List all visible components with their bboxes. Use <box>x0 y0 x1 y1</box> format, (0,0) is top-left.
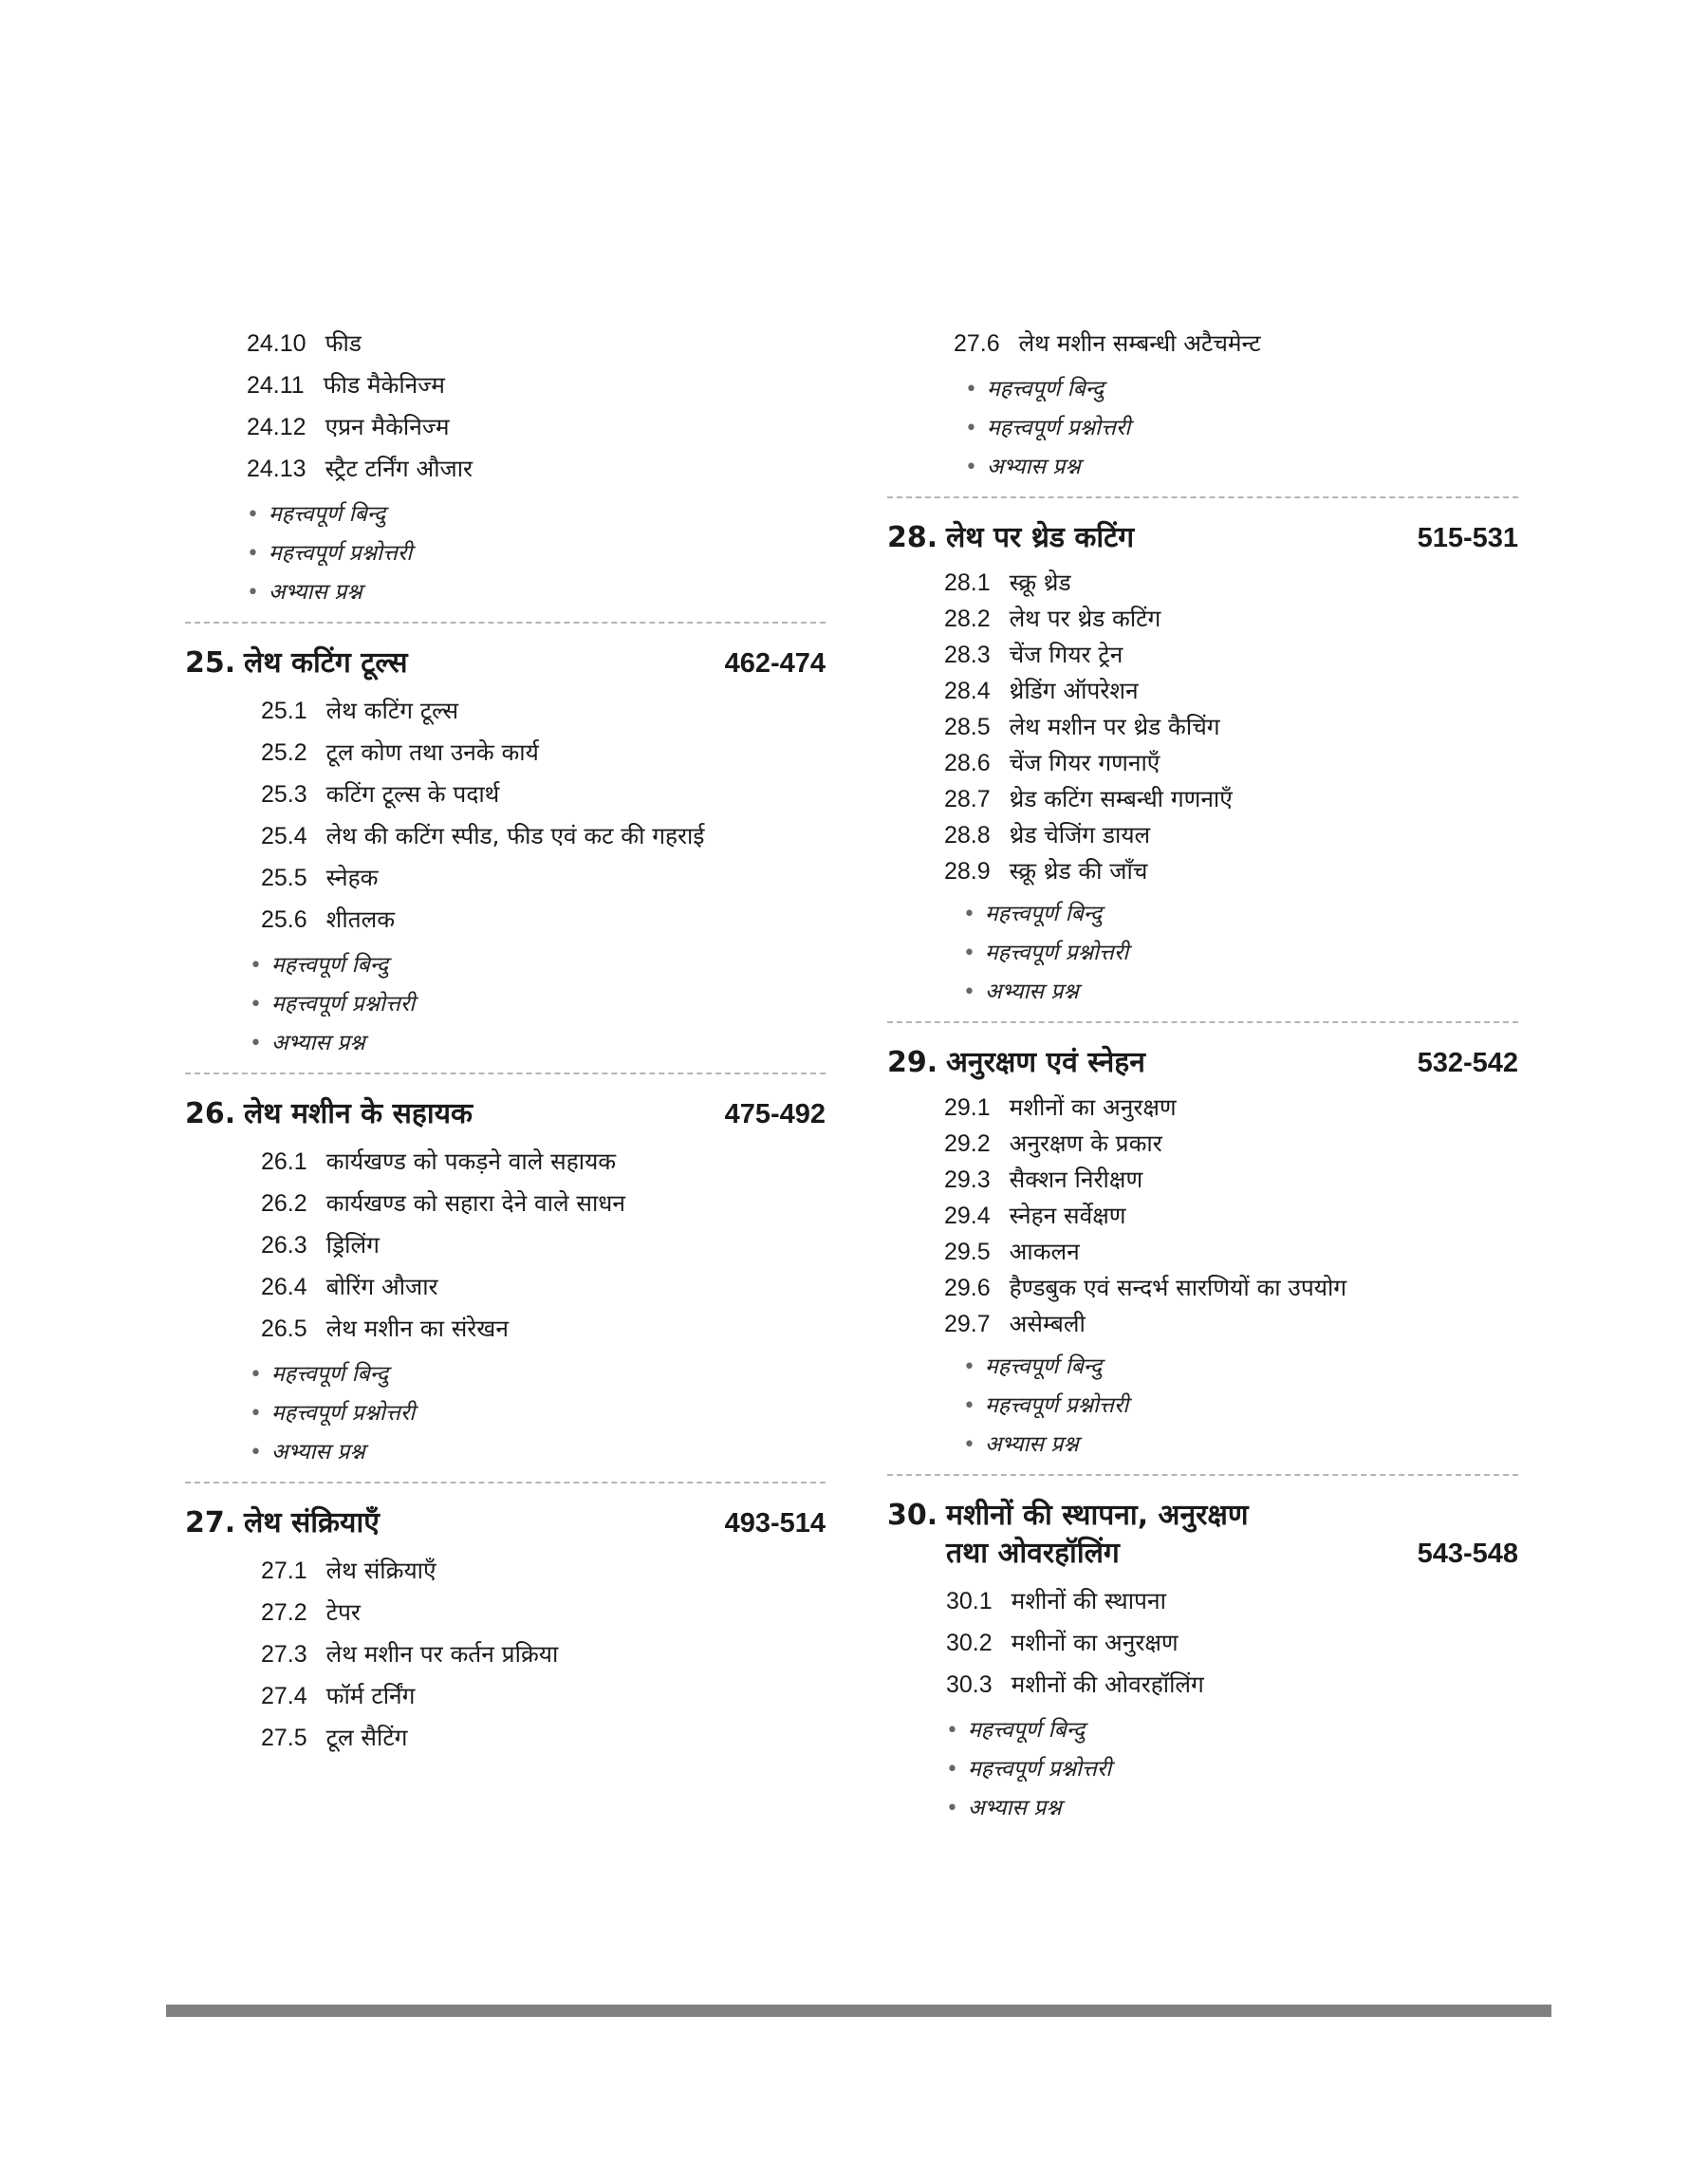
chapter-30 <box>887 1497 1518 1828</box>
toc-bullet[interactable] <box>963 1387 1518 1426</box>
bullet-dot-icon: • <box>963 903 975 926</box>
bullet-dot-icon: • <box>247 581 259 605</box>
section-divider <box>887 1474 1518 1476</box>
topic-title: हैण्डबुक एवं सन्दर्भ सारणियों का उपयोग <box>1009 1274 1347 1301</box>
topic-number: 30.2 <box>946 1630 993 1656</box>
topic-title: मशीनों की ओवरहॉलिंग <box>1011 1670 1204 1698</box>
toc-topic[interactable] <box>261 1550 826 1592</box>
continued-section-24 <box>185 323 826 612</box>
chapter-title: लेथ संक्रियाएँ <box>244 1506 380 1539</box>
bullet-list <box>954 370 1518 487</box>
topic-title: लेथ मशीन पर कर्तन प्रक्रिया <box>325 1640 559 1668</box>
chapter-page-range: 543-548 <box>1417 1539 1518 1569</box>
topic-title: लेथ की कटिंग स्पीड, फीड एवं कट की गहराई <box>325 822 705 849</box>
topic-title: सैक्शन निरीक्षण <box>1009 1166 1143 1193</box>
chapter-number: 28. <box>887 521 938 554</box>
topic-title: थ्रेडिंग ऑपरेशन <box>1009 677 1139 704</box>
toc-topic[interactable] <box>261 732 826 774</box>
bullet-dot-icon: • <box>963 980 975 1004</box>
topic-number: 28.4 <box>944 678 991 704</box>
toc-topic[interactable] <box>261 857 826 899</box>
topic-title: स्क्रू थ्रेड <box>1009 569 1071 596</box>
chapter-25 <box>185 644 826 1063</box>
toc-topic[interactable] <box>946 1664 1518 1706</box>
topic-number: 29.2 <box>944 1130 991 1157</box>
bullet-text: महत्त्वपूर्ण प्रश्नोत्तरी <box>984 1393 1129 1418</box>
bullet-text: अभ्यास प्रश्न <box>984 1432 1079 1457</box>
topic-number: 24.11 <box>247 372 305 399</box>
toc-bullet[interactable] <box>250 985 826 1024</box>
topic-number: 28.2 <box>944 606 991 632</box>
section-divider <box>887 496 1518 498</box>
bullet-list <box>887 1348 1518 1465</box>
topic-number: 30.1 <box>946 1588 993 1614</box>
toc-bullet[interactable] <box>946 1750 1518 1789</box>
bullet-dot-icon: • <box>965 378 977 401</box>
toc-topic[interactable] <box>944 1126 1518 1162</box>
bullet-dot-icon: • <box>963 1394 975 1418</box>
bullet-text: अभ्यास प्रश्न <box>967 1796 1062 1820</box>
topic-title: चेंज गियर गणनाएँ <box>1009 749 1160 776</box>
chapter-title: लेथ पर थ्रेड कटिंग <box>946 521 1135 554</box>
bullet-dot-icon: • <box>965 417 977 440</box>
topic-title: लेथ मशीन का संरेखन <box>325 1315 509 1342</box>
topic-number: 29.6 <box>944 1275 991 1301</box>
toc-bullet[interactable] <box>250 1394 826 1433</box>
bullet-dot-icon: • <box>946 1719 958 1743</box>
toc-bullet[interactable] <box>965 448 1518 487</box>
toc-topic[interactable] <box>954 323 1518 364</box>
bullet-text: महत्त्वपूर्ण प्रश्नोत्तरी <box>270 1401 416 1426</box>
toc-topic[interactable] <box>261 690 826 732</box>
topic-number: 24.13 <box>247 456 306 482</box>
topic-number: 25.2 <box>261 739 307 766</box>
toc-topic[interactable] <box>261 1141 826 1183</box>
topic-title: आकलन <box>1009 1238 1080 1265</box>
topic-number: 26.5 <box>261 1315 307 1342</box>
topic-title: ड्रिलिंग <box>325 1231 380 1259</box>
topic-list <box>185 690 826 941</box>
topic-number: 28.7 <box>944 786 991 812</box>
topic-number: 27.6 <box>954 330 1000 357</box>
toc-topic[interactable] <box>261 1717 826 1759</box>
topic-title: असेम्बली <box>1009 1310 1086 1337</box>
topic-number: 27.2 <box>261 1599 307 1626</box>
bullet-dot-icon: • <box>247 542 259 566</box>
toc-topic[interactable] <box>946 1622 1518 1664</box>
bullet-text: महत्त्वपूर्ण बिन्दु <box>986 377 1105 401</box>
toc-topic[interactable] <box>944 1198 1518 1234</box>
bullet-text: अभ्यास प्रश्न <box>986 455 1081 479</box>
topic-title: टेपर <box>325 1598 361 1626</box>
bullet-dot-icon: • <box>250 1363 262 1387</box>
chapter-28 <box>887 519 1518 1012</box>
topic-title: लेथ पर थ्रेड कटिंग <box>1009 605 1161 632</box>
topic-title: मशीनों का अनुरक्षण <box>1009 1093 1177 1121</box>
chapter-number: 25. <box>185 646 236 680</box>
bullet-dot-icon: • <box>946 1758 958 1782</box>
chapter-heading[interactable] <box>185 644 826 682</box>
topic-title: चेंज गियर ट्रेन <box>1009 641 1123 668</box>
topic-number: 29.5 <box>944 1239 991 1265</box>
topic-number: 29.7 <box>944 1311 991 1337</box>
bullet-text: महत्त्वपूर्ण बिन्दु <box>967 1718 1086 1743</box>
topic-list <box>185 1141 826 1350</box>
topic-number: 28.3 <box>944 642 991 668</box>
topic-number: 26.1 <box>261 1148 307 1175</box>
bullet-text: महत्त्वपूर्ण बिन्दु <box>984 1354 1103 1379</box>
bullet-text: महत्त्वपूर्ण बिन्दु <box>984 902 1103 926</box>
toc-topic[interactable] <box>247 323 826 364</box>
bullet-text: महत्त्वपूर्ण प्रश्नोत्तरी <box>270 992 416 1017</box>
topic-title: एप्रन मैकेनिज्म <box>325 413 450 440</box>
topic-list <box>954 323 1518 364</box>
chapter-page-range: 515-531 <box>1417 523 1518 553</box>
section-divider <box>887 1021 1518 1023</box>
topic-title: फीड <box>325 329 362 357</box>
chapter-number: 29. <box>887 1046 938 1079</box>
chapter-heading[interactable] <box>185 1095 826 1133</box>
toc-topic[interactable] <box>944 781 1518 817</box>
topic-number: 26.3 <box>261 1232 307 1259</box>
topic-list <box>887 565 1518 889</box>
toc-topic[interactable] <box>247 364 826 406</box>
bullet-dot-icon: • <box>250 993 262 1017</box>
toc-left-column <box>185 323 826 1759</box>
toc-topic[interactable] <box>247 406 826 448</box>
topic-title: स्नेहन सर्वेक्षण <box>1009 1202 1126 1229</box>
bullet-dot-icon: • <box>963 1433 975 1457</box>
topic-number: 28.6 <box>944 750 991 776</box>
topic-title: शीतलक <box>325 905 396 933</box>
topic-number: 28.9 <box>944 858 991 885</box>
bullet-text: महत्त्वपूर्ण प्रश्नोत्तरी <box>984 941 1129 965</box>
topic-title: स्क्रू थ्रेड की जाँच <box>1009 857 1148 885</box>
chapter-title: लेथ मशीन के सहायक <box>244 1097 473 1130</box>
topic-number: 28.1 <box>944 569 991 596</box>
topic-list <box>887 1090 1518 1342</box>
topic-number: 26.2 <box>261 1190 307 1217</box>
topic-title: मशीनों की स्थापना <box>1011 1587 1166 1614</box>
toc-topic[interactable] <box>261 1592 826 1633</box>
bullet-dot-icon: • <box>250 1032 262 1055</box>
toc-bullet[interactable] <box>250 946 826 985</box>
bullet-list <box>247 495 826 612</box>
topic-title: थ्रेड चेजिंग डायल <box>1009 821 1151 849</box>
bullet-dot-icon: • <box>250 954 262 978</box>
chapter-number: 26. <box>185 1097 236 1130</box>
topic-number: 29.4 <box>944 1203 991 1229</box>
topic-number: 29.3 <box>944 1166 991 1193</box>
bullet-dot-icon: • <box>965 456 977 479</box>
toc-topic[interactable] <box>944 817 1518 853</box>
continued-section-27 <box>887 323 1518 487</box>
toc-topic[interactable] <box>944 1090 1518 1126</box>
topic-title: कार्यखण्ड को सहारा देने वाले साधन <box>325 1189 625 1217</box>
chapter-title: लेथ कटिंग टूल्स <box>244 646 408 680</box>
topic-number: 25.5 <box>261 865 307 891</box>
chapter-heading[interactable] <box>887 519 1518 557</box>
toc-topic[interactable] <box>261 1675 826 1717</box>
toc-topic[interactable] <box>944 709 1518 745</box>
bullet-text: अभ्यास प्रश्न <box>268 580 362 605</box>
footer-bar <box>166 2005 1551 2017</box>
toc-topic[interactable] <box>261 1224 826 1266</box>
topic-number: 28.5 <box>944 714 991 740</box>
chapter-29 <box>887 1044 1518 1465</box>
toc-right-column <box>887 323 1518 1828</box>
topic-title: लेथ मशीन सम्बन्धी अटैचमेन्ट <box>1018 329 1261 357</box>
topic-number: 27.1 <box>261 1558 307 1584</box>
topic-number: 28.8 <box>944 822 991 849</box>
topic-number: 27.4 <box>261 1683 307 1709</box>
topic-number: 27.3 <box>261 1641 307 1668</box>
topic-title: मशीनों का अनुरक्षण <box>1011 1629 1179 1656</box>
bullet-dot-icon: • <box>250 1402 262 1426</box>
chapter-number: 30. <box>887 1499 938 1532</box>
chapter-heading[interactable] <box>887 1497 1518 1573</box>
topic-number: 25.1 <box>261 698 307 724</box>
topic-number: 29.1 <box>944 1094 991 1121</box>
toc-bullet[interactable] <box>247 573 826 612</box>
toc-topic[interactable] <box>944 1162 1518 1198</box>
topic-title: स्नेहक <box>325 864 379 891</box>
toc-topic[interactable] <box>944 1270 1518 1306</box>
topic-number: 24.10 <box>247 330 306 357</box>
toc-topic[interactable] <box>944 565 1518 601</box>
topic-title: कटिंग टूल्स के पदार्थ <box>325 780 500 808</box>
bullet-text: महत्त्वपूर्ण बिन्दु <box>270 1362 389 1387</box>
section-divider <box>185 1482 826 1483</box>
topic-title: फॉर्म टर्निंग <box>325 1682 416 1709</box>
topic-list <box>185 1550 826 1759</box>
chapter-page-range: 532-542 <box>1417 1048 1518 1078</box>
toc-topic[interactable] <box>944 745 1518 781</box>
bullet-text: महत्त्वपूर्ण प्रश्नोत्तरी <box>967 1757 1112 1782</box>
bullet-text: अभ्यास प्रश्न <box>984 980 1079 1004</box>
topic-title: अनुरक्षण के प्रकार <box>1009 1129 1162 1157</box>
toc-bullet[interactable] <box>963 895 1518 934</box>
chapter-heading[interactable] <box>887 1044 1518 1082</box>
topic-number: 30.3 <box>946 1671 993 1698</box>
chapter-page-range: 475-492 <box>724 1099 826 1129</box>
bullet-list <box>887 1711 1518 1828</box>
topic-list <box>887 1580 1518 1706</box>
bullet-dot-icon: • <box>250 1441 262 1465</box>
bullet-list <box>185 946 826 1063</box>
bullet-list <box>887 895 1518 1012</box>
chapter-title: अनुरक्षण एवं स्नेहन <box>946 1046 1145 1079</box>
topic-number: 24.12 <box>247 414 306 440</box>
toc-topic[interactable] <box>261 1633 826 1675</box>
toc-bullet[interactable] <box>247 534 826 573</box>
toc-topic[interactable] <box>944 1306 1518 1342</box>
bullet-text: महत्त्वपूर्ण बिन्दु <box>270 953 389 978</box>
toc-topic[interactable] <box>944 637 1518 673</box>
bullet-text: महत्त्वपूर्ण प्रश्नोत्तरी <box>986 416 1131 440</box>
toc-topic[interactable] <box>946 1580 1518 1622</box>
toc-bullet[interactable] <box>965 370 1518 409</box>
toc-topic[interactable] <box>261 1183 826 1224</box>
bullet-text: अभ्यास प्रश्न <box>270 1440 365 1465</box>
toc-topic[interactable] <box>944 601 1518 637</box>
chapter-26 <box>185 1095 826 1472</box>
bullet-dot-icon: • <box>963 1355 975 1379</box>
toc-bullet[interactable] <box>963 1426 1518 1465</box>
topic-title: बोरिंग औजार <box>325 1273 438 1300</box>
section-divider <box>185 622 826 624</box>
topic-number: 25.6 <box>261 906 307 933</box>
bullet-dot-icon: • <box>247 503 259 527</box>
bullet-dot-icon: • <box>963 942 975 965</box>
topic-number: 25.4 <box>261 823 307 849</box>
chapter-27 <box>185 1504 826 1759</box>
topic-title: कार्यखण्ड को पकड़ने वाले सहायक <box>325 1147 617 1175</box>
bullet-text: महत्त्वपूर्ण प्रश्नोत्तरी <box>268 541 413 566</box>
topic-title: स्ट्रैट टर्निंग औजार <box>325 455 473 482</box>
topic-number: 27.5 <box>261 1725 307 1751</box>
toc-topic[interactable] <box>261 774 826 815</box>
toc-bullet[interactable] <box>247 495 826 534</box>
toc-topic[interactable] <box>247 448 826 490</box>
toc-bullet[interactable] <box>250 1024 826 1063</box>
bullet-dot-icon: • <box>946 1797 958 1820</box>
chapter-page-range: 493-514 <box>724 1508 826 1539</box>
topic-title: लेथ मशीन पर थ्रेड कैचिंग <box>1009 713 1220 740</box>
toc-topic[interactable] <box>944 853 1518 889</box>
chapter-heading[interactable] <box>185 1504 826 1542</box>
toc-bullet[interactable] <box>963 934 1518 973</box>
bullet-text: अभ्यास प्रश्न <box>270 1031 365 1055</box>
chapter-page-range: 462-474 <box>724 648 826 679</box>
toc-topic[interactable] <box>261 1266 826 1308</box>
toc-bullet[interactable] <box>965 409 1518 448</box>
bullet-list <box>185 1355 826 1472</box>
topic-number: 26.4 <box>261 1274 307 1300</box>
toc-bullet[interactable] <box>250 1355 826 1394</box>
toc-topic[interactable] <box>944 673 1518 709</box>
toc-bullet[interactable] <box>946 1711 1518 1750</box>
toc-bullet[interactable] <box>250 1433 826 1472</box>
toc-topic[interactable] <box>261 1308 826 1350</box>
topic-title: टूल सैटिंग <box>325 1724 408 1751</box>
topic-title: लेथ कटिंग टूल्स <box>325 697 459 724</box>
toc-bullet[interactable] <box>963 1348 1518 1387</box>
topic-title: टूल कोण तथा उनके कार्य <box>325 738 539 766</box>
chapter-number: 27. <box>185 1506 236 1539</box>
toc-bullet[interactable] <box>946 1789 1518 1828</box>
bullet-text: महत्त्वपूर्ण बिन्दु <box>268 502 386 527</box>
topic-title: लेथ संक्रियाएँ <box>325 1557 436 1584</box>
topic-number: 25.3 <box>261 781 307 808</box>
chapter-title: मशीनों की स्थापना, अनुरक्षण तथा ओवरहॉलिंग <box>946 1499 1249 1570</box>
topic-title: थ्रेड कटिंग सम्बन्धी गणनाएँ <box>1009 785 1233 812</box>
toc-topic[interactable] <box>261 899 826 941</box>
topic-title: फीड मैकेनिज्म <box>323 371 445 399</box>
toc-topic[interactable] <box>944 1234 1518 1270</box>
toc-bullet[interactable] <box>963 973 1518 1012</box>
topic-list <box>247 323 826 490</box>
toc-topic[interactable] <box>261 815 826 857</box>
section-divider <box>185 1073 826 1074</box>
